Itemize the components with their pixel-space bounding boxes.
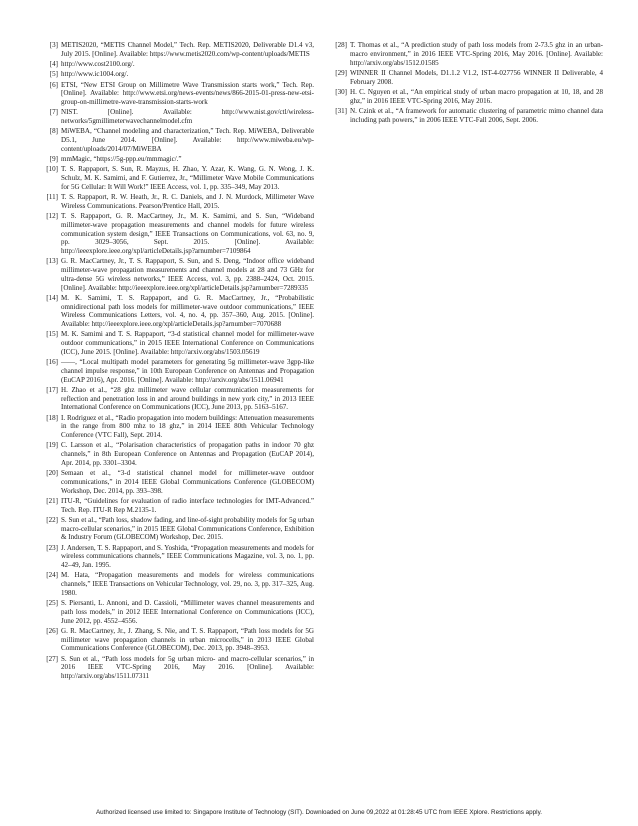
ref-number: [4] [49, 60, 58, 68]
ref-text: H. C. Nguyen et al., “An empirical study of urban macro propagation at 10, 18, and 28 ghz,” in 2016 IEEE VTC-Spring 2016, May 2016. [350, 87, 603, 105]
ref-number: [7] [49, 108, 58, 117]
ref-text: T. S. Rappaport, S. Sun, R. Mayzus, H. Zhao, Y. Azar, K. Wang, G. N. Wong, J. K. Schulz, M. K. Samimi, and F. Gutierrez, Jr., “Millimeter Wave Mobile Communications for 5G Cellular: It Will Work!” IEEE Access, vol. 1, pp. 335–349, May 2013. [61, 165, 314, 191]
ref-number: [26] [46, 626, 58, 635]
ref-text: S. Sun et al., “Path loss, shadow fading, and line-of-sight probability models for 5g urban macro-cellular scenarios,” in 2015 IEEE Global Communications Conference, Exhibition & Industry Forum (GLOBECOM) Workshop, Dec. 2015. [61, 515, 314, 542]
ref-number: [10] [46, 165, 58, 174]
ref-text: T. S. Rappaport, G. R. MacCartney, Jr., M. K. Samimi, and S. Sun, “Wideband millimeter-wave propagation measurements and channel models for future wireless communication system design,” IEEE Transactions on Communications, vol. 63, no. 9, pp. 3029–3056, Sept. 2015. [Online]. Available: http://ieeexplore.ieee.org/xpl/articleDetails.jsp?arnumber=7109864 [61, 212, 314, 255]
reference-4 [38, 60, 314, 69]
ref-text: http://www.cost2100.org/. [61, 60, 135, 68]
ref-text: G. R. MacCartney, Jr., T. S. Rappaport, S. Sun, and S. Deng, “Indoor office wideband millimeter-wave propagation measurements and channel models at 28 and 73 GHz for ultra-dense 5G wireless networks,” IEEE Access, vol. 3, pp. 2388–2424, Oct. 2015. [Online]. Available: http://ieeexplore.ieee.org/xpl/articleDetails.jsp?arnumber=7289335 [61, 257, 314, 292]
ref-number: [17] [46, 385, 58, 394]
ref-number: [8] [49, 127, 58, 136]
ref-number: [31] [335, 106, 347, 115]
ref-number: [14] [46, 293, 58, 302]
ref-number: [5] [49, 70, 58, 79]
reference-23 [38, 544, 314, 570]
reference-9 [38, 155, 314, 164]
ref-text: ETSI, “New ETSI Group on Millimetre Wave Transmission starts work,” Tech. Rep. [Online]. Available: http://www.etsi.org/news-events/news/866-2015-01-press-new-etsi-group-on-millimetre-wave-transmission-starts-work [61, 80, 314, 106]
ref-text: NIST. [Online]. Available: http://www.nist.gov/ctl/wireless-networks/5gmillimeterwavechannelmodel.cfm [61, 108, 314, 125]
reference-22 [38, 516, 314, 542]
references-left-column [38, 41, 314, 682]
reference-7 [38, 108, 314, 126]
ref-text: M. Hata, “Propagation measurements and models for wireless communications channels,” IEEE Transactions on Vehicular Technology, vol. 29, no. 3, pp. 317–325, Aug. 1980. [61, 571, 314, 597]
ref-text: G. R. MacCartney, Jr., J. Zhang, S. Nie, and T. S. Rappaport, “Path loss models for 5G millimeter wave propagation channels in urban microcells,” in 2013 IEEE Global Communications Conference (GLOBECOM), Dec. 2013, pp. 3948–3953. [61, 626, 314, 653]
reference-13 [38, 257, 314, 292]
reference-8 [38, 127, 314, 153]
ref-text: C. Larsson et al., “Polarisation characteristics of propagation paths in indoor 70 ghz channels,” in 8th European Conference on Antennas and Propagation (EuCAP 2014), Apr. 2014, pp. 3301–3304. [61, 441, 314, 467]
ref-text: T. Thomas et al., “A prediction study of path loss models from 2-73.5 ghz in an urban-macro environment,” in 2016 IEEE VTC-Spring 2016, May 2016. [Online]. Available: http://arxiv.org/abs/1512.01585 [350, 41, 603, 67]
ref-text: WINNER II Channel Models, D1.1.2 V1.2, IST-4-027756 WINNER II Deliverable, 4 February 2008. [350, 68, 603, 86]
reference-30 [327, 88, 603, 106]
ref-number: [16] [46, 358, 58, 366]
ref-number: [22] [46, 515, 58, 524]
reference-17 [38, 386, 314, 412]
reference-29 [327, 69, 603, 87]
ref-text: H. Zhao et al., “28 ghz millimeter wave cellular communication measurements for reflection and penetration loss in and around buildings in new york city,” in 2013 IEEE International Conference on Communications (ICC), June 2013, pp. 5163–5167. [61, 385, 314, 412]
reference-27 [38, 655, 314, 681]
reference-18 [38, 414, 314, 440]
ref-number: [19] [46, 441, 58, 450]
reference-31 [327, 107, 603, 125]
reference-20 [38, 469, 314, 495]
reference-12 [38, 212, 314, 256]
ref-text: I. Rodriguez et al., “Radio propagation into modern buildings: Attenuation measurements in the range from 800 mhz to 18 ghz,” in 2014 IEEE 80th Vehicular Technology Conference (VTC Fall), Sept. 2014. [61, 413, 314, 439]
ref-text: mmMagic, “https://5g-ppp.eu/mmmagic/.” [61, 155, 182, 163]
ref-number: [6] [49, 80, 58, 89]
ref-text: MiWEBA, “Channel modeling and characterization,” Tech. Rep. MiWEBA, Deliverable D5.1, June 2014. [Online]. Available: http://www.miweba.eu/wp-content/uploads/2014/07/MiWEBA [61, 127, 314, 153]
reference-5 [38, 70, 314, 79]
ref-number: [15] [46, 330, 58, 339]
ref-number: [29] [335, 68, 347, 77]
reference-26 [38, 627, 314, 653]
ref-text: M. K. Samimi and T. S. Rappaport, “3-d statistical channel model for millimeter-wave outdoor communications,” in 2015 IEEE International Conference on Communications (ICC), June 2015. [Online]. Available: http://arxiv.org/abs/1503.05619 [61, 330, 314, 356]
reference-15 [38, 330, 314, 356]
ref-text: Semaan et al., “3-d statistical channel model for millimeter-wave outdoor communications,” in 2014 IEEE Global Communications Conference (GLOBECOM) Workshop, Dec. 2014, pp. 393–398. [61, 469, 314, 495]
ref-text: J. Andersen, T. S. Rappaport, and S. Yoshida, “Propagation measurements and models for wireless communications channels,” IEEE Communications Magazine, vol. 3, no. 1, pp. 42–49, Jan. 1995. [61, 543, 314, 569]
ref-number: [30] [335, 87, 347, 96]
ref-number: [18] [46, 413, 58, 422]
ref-text: T. S. Rappaport, R. W. Heath, Jr., R. C. Daniels, and J. N. Murdock, Millimeter Wave Wireless Communications. Pearson/Prentice Hall, 2015. [61, 193, 314, 210]
ref-number: [12] [46, 212, 58, 220]
reference-25 [38, 599, 314, 625]
reference-16 [38, 358, 314, 384]
ref-number: [21] [46, 496, 58, 505]
ref-number: [27] [46, 654, 58, 663]
ref-text: ITU-R, “Guidelines for evaluation of radio interface technologies for IMT-Advanced.” Tech. Rep. ITU-R Rep M.2135-1. [61, 496, 314, 514]
ref-number: [13] [46, 257, 58, 266]
ref-number: [3] [49, 41, 58, 49]
license-footer: Authorized licensed use limited to: Singapore Institute of Technology (SIT). Downloaded on June 09,2022 at 01:28:45 UTC from IEEE Xplore. Restrictions apply. [95, 809, 543, 816]
reference-10 [38, 165, 314, 191]
ref-number: [9] [49, 155, 58, 163]
ref-number: [28] [335, 41, 347, 49]
reference-24 [38, 571, 314, 597]
references-right-column [327, 41, 603, 126]
reference-21 [38, 497, 314, 515]
ref-number: [23] [46, 543, 58, 552]
reference-6 [38, 81, 314, 107]
ref-number: [25] [46, 599, 58, 607]
ref-text: M. K. Samimi, T. S. Rappaport, and G. R. MacCartney, Jr., “Probabilistic omnidirectional path loss models for millimeter-wave outdoor communications,” IEEE Wireless Communications Letters, vol. 4, no. 4, pp. 357–360, Aug. 2015. [Online]. Available: http://ieeexplore.ieee.org/xpl/articleDetails.jsp?arnumber=7070688 [61, 293, 314, 328]
ref-number: [11] [46, 193, 58, 201]
ref-number: [24] [46, 571, 58, 580]
ref-text: S. Piersanti, L. Annoni, and D. Cassioli, “Millimeter waves channel measurements and path loss models,” in 2012 IEEE International Conference on Communications (ICC), June 2012, pp. 4552–4556. [61, 599, 314, 625]
reference-11 [38, 193, 314, 211]
ref-text: METIS2020, “METIS Channel Model,” Tech. Rep. METIS2020, Deliverable D1.4 v3, July 2015. [Online]. Available: https://www.metis2020.com/wp-content/uploads/METIS [61, 41, 314, 58]
ref-text: ——, “Local multipath model parameters for generating 5g millimeter-wave 3gpp-like channel impulse response,” in 10th European Conference on Antennas and Propagation (EuCAP 2016), Apr. 2016. [Online]. Available: http://arxiv.org/abs/1511.06941 [61, 358, 314, 384]
reference-14 [38, 294, 314, 329]
reference-3 [38, 41, 314, 59]
ref-text: http://www.ic1004.org/. [61, 70, 129, 79]
ref-text: N. Czink et al., “A framework for automatic clustering of parametric mimo channel data including path powers,” in 2006 IEEE VTC-Fall 2006, Sept. 2006. [350, 106, 603, 124]
ref-text: S. Sun et al., “Path loss models for 5g urban micro- and macro-cellular scenarios,” in 2016 IEEE VTC-Spring 2016, May 2016. [Online]. Available: http://arxiv.org/abs/1511.07311 [61, 654, 314, 680]
reference-28 [327, 41, 603, 67]
reference-19 [38, 441, 314, 467]
ref-number: [20] [46, 469, 58, 477]
